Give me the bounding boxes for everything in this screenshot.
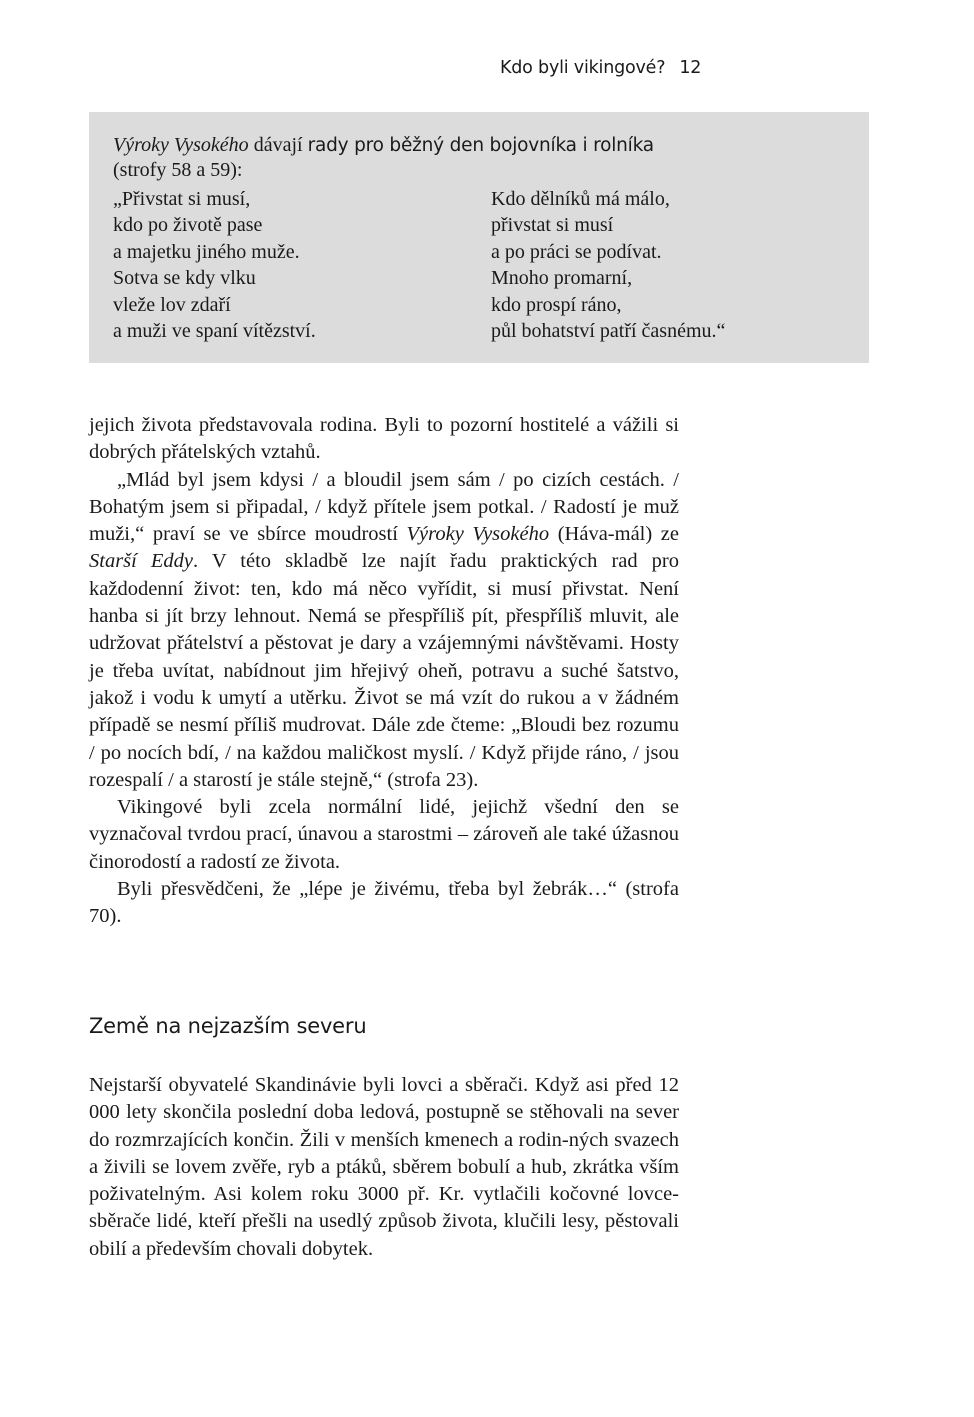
poem-line: „Přivstat si musí, bbox=[113, 188, 251, 210]
paragraph: Vikingové byli zcela normální lidé, jejichž všední den se vyznačoval tvrdou prací, únavou a starostmi – zároveň ale také úžasnou činorodostí a radostí ze života. bbox=[89, 796, 679, 873]
quote-box-intro bbox=[113, 133, 845, 182]
paragraph: Nejstarší obyvatelé Skandinávie byli lovci a sběrači. Když asi před 12 000 lety skončila poslední doba ledová, postupně se stěhovali na sever do rozmrzajících končin. Žili v menších kmenech a rodin-ných svazech a živili se lovem zvěře, ryb a ptáků, sběrem bobulí a hub, zkrátka vším poživatelným. Asi kolem roku 3000 př. Kr. vytlačili kočovné lovce-sběrače lidé, kteří přešli na usedlý způsob života, klučili lesy, pěstovali obilí a především chovali dobytek. bbox=[89, 1074, 679, 1260]
section-text bbox=[89, 1072, 679, 1263]
quote-box-intro-mid: dávají bbox=[248, 134, 308, 156]
poem-line: kdo po životě pase bbox=[113, 214, 263, 237]
book-title: Výroky Vysokého bbox=[406, 523, 550, 546]
paragraph: Byli přesvědčeni, že „lépe je živému, třeba byl žebrák…“ (strofa 70). bbox=[89, 878, 679, 928]
poem-line: Kdo dělníků má málo, bbox=[491, 188, 670, 210]
poem-line: přivstat si musí bbox=[491, 214, 614, 237]
page-number: 12 bbox=[679, 58, 702, 78]
running-head bbox=[500, 58, 701, 78]
poem-line: a po práci se podívat. bbox=[491, 240, 662, 263]
paragraph-text: . V této skladbě lze najít řadu praktických rad pro každodenní život: ten, kdo má něco vyřídit, si musí přivstat. Není hanba si jít brzy lehnout. Nemá se přespříliš pít, přespříliš mluvit, ale udržovat přátelství a pěstovat je dary a vzájemnými návštěvami. Hosty je třeba uvítat, nabídnout jim hřejivý oheň, potravu a suché šatstvo, jakož i vodu k umytí a utěrku. Život se má vzít do rukou a v žádném případě se nesmí příliš mudrovat. Dále zde čteme: „Bloudi bez rozumu / po nocích bdí, / na každou maličkost myslí. / Když přijde ráno, / jsou rozespalí / a starostí je stále stejně,“ (strofa 23). bbox=[89, 550, 679, 791]
poem-right-column bbox=[491, 186, 725, 344]
paragraph: jejich života představovala rodina. Byli to pozorní hostitelé a vážili si dobrých přátelských vztahů. bbox=[89, 414, 679, 464]
paragraph-text: (Háva-mál) ze bbox=[549, 523, 680, 546]
poem-line: kdo prospí ráno, bbox=[491, 293, 622, 316]
paragraph-text: „Mlád byl jsem kdysi / a bloudil jsem sám / po cizích cestách. / Bohatým jsem si připadal, / když přítele jsem potkal. / Radostí je muž muži,“ praví se ve sbírce moudrostí bbox=[89, 468, 679, 546]
poem-line: Mnoho promarní, bbox=[491, 267, 633, 290]
quote-box-intro-ref: (strofy 58 a 59): bbox=[113, 159, 243, 181]
quote-box-intro-title: Výroky Vysokého bbox=[113, 134, 249, 156]
main-text bbox=[89, 412, 679, 931]
poem-line: půl bohatství patří časnému.“ bbox=[491, 320, 726, 343]
quote-box bbox=[89, 112, 869, 363]
section-heading: Země na nejzazším severu bbox=[89, 1014, 367, 1038]
book-title: Starší Eddy bbox=[89, 550, 194, 573]
poem-line: Sotva se kdy vlku bbox=[113, 267, 256, 290]
poem-line: vleže lov zdaří bbox=[113, 293, 231, 316]
quote-box-intro-highlight: rady pro běžný den bojovníka i rolníka bbox=[307, 135, 654, 156]
poem-left-column bbox=[113, 186, 316, 344]
poem-line: a muži ve spaní vítězství. bbox=[113, 320, 316, 343]
paragraph bbox=[89, 467, 679, 795]
poem-line: a majetku jiného muže. bbox=[113, 240, 300, 263]
running-head-title: Kdo byli vikingové? bbox=[500, 58, 666, 78]
